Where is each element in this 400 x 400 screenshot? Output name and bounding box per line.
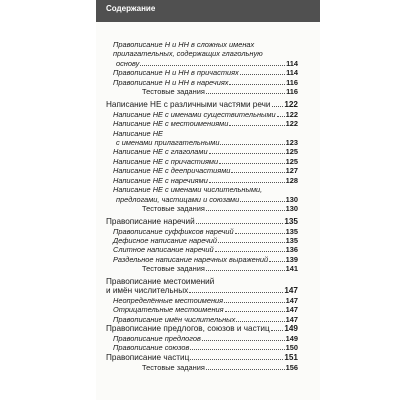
page-number: 149 — [285, 334, 298, 343]
toc-entry-line: Написание НЕ с именами числительными, — [113, 185, 263, 195]
toc-entry[interactable] — [113, 119, 298, 128]
toc-entry[interactable] — [113, 227, 298, 236]
toc-section[interactable] — [106, 353, 298, 362]
dot-leader — [236, 321, 284, 322]
dot-leader — [225, 311, 285, 312]
dot-leader — [272, 106, 284, 107]
toc-test-entry[interactable] — [142, 363, 298, 372]
dot-leader — [190, 359, 283, 360]
toc-entry-line: прилагательных, содержащих глагольную — [113, 49, 263, 59]
toc-entry-title: и имён числительных — [106, 286, 189, 296]
toc-section[interactable] — [106, 217, 298, 226]
dot-leader — [140, 65, 285, 66]
page-number: 116 — [286, 87, 298, 97]
page-number: 147 — [284, 286, 298, 296]
toc-entry-title: Раздельное написание наречных выражений — [113, 254, 269, 264]
toc-entry-line: Правописание местоимений — [106, 276, 215, 286]
toc-entry-title: Правописание предлогов — [113, 334, 201, 343]
toc-entry[interactable] — [113, 245, 298, 254]
toc-entry[interactable] — [113, 343, 298, 352]
toc-section[interactable] — [106, 286, 298, 295]
toc-entry-title: Отрицательные местоимения — [113, 305, 224, 315]
table-of-contents — [96, 0, 320, 400]
toc-entry-title: Написание НЕ с наречиями — [113, 175, 208, 185]
toc-entry[interactable] — [113, 176, 298, 185]
toc-entry[interactable] — [113, 315, 298, 324]
toc-entry-title: предлогами, частицами и союзами — [116, 194, 240, 204]
dot-leader — [271, 330, 284, 331]
toc-entry-title: Правописание союзов — [113, 343, 190, 353]
toc-entry[interactable] — [113, 110, 298, 119]
dot-leader — [209, 153, 285, 154]
page-number: 150 — [285, 343, 298, 353]
dot-leader — [224, 302, 285, 303]
toc-entry-title: Написание НЕ с местоимениями — [113, 119, 229, 129]
dot-leader — [269, 261, 285, 262]
page-number: 123 — [285, 138, 298, 147]
page-number: 139 — [285, 254, 298, 264]
dot-leader — [231, 172, 284, 173]
toc-entry[interactable] — [113, 296, 298, 305]
page-number: 122 — [285, 109, 298, 119]
page-number: 135 — [285, 226, 298, 236]
dot-leader — [189, 292, 283, 293]
toc-entry-title: Правописание предлогов, союзов и частиц — [106, 324, 270, 334]
dot-leader — [206, 210, 285, 211]
page-number: 151 — [284, 352, 298, 362]
toc-entry-title: Слитное написание наречий — [113, 245, 214, 255]
page-title: Содержание — [106, 4, 156, 13]
toc-entry-title: Правописание Н и НН в наречиях — [113, 77, 229, 87]
dot-leader — [209, 182, 285, 183]
dot-leader — [235, 233, 285, 234]
page-number: 156 — [285, 362, 298, 372]
book-page — [96, 0, 320, 400]
page-number: 135 — [285, 236, 298, 245]
toc-entry-title: Правописание наречий — [106, 216, 195, 226]
toc-entry-title: Написание НЕ с различными частями речи — [106, 99, 271, 109]
dot-leader — [240, 201, 284, 202]
toc-entry[interactable] — [113, 157, 298, 166]
toc-entry-title: Тестовые задания — [142, 204, 205, 214]
dot-leader — [218, 242, 285, 243]
page-number: 147 — [285, 305, 298, 315]
page-number: 149 — [284, 324, 298, 334]
toc-entry[interactable] — [116, 138, 298, 147]
dot-leader — [229, 125, 284, 126]
toc-entry[interactable] — [113, 166, 298, 175]
toc-section[interactable] — [106, 100, 298, 109]
dot-leader — [206, 93, 285, 94]
page-number: 122 — [284, 99, 298, 109]
dot-leader — [215, 251, 285, 252]
dot-leader — [277, 116, 285, 117]
page-number: 130 — [285, 204, 298, 214]
toc-entry[interactable] — [113, 334, 298, 343]
page-number: 127 — [285, 166, 298, 176]
page-number: 128 — [285, 175, 298, 185]
toc-entry-title: Написание НЕ с именами существительными — [113, 109, 276, 119]
page-number: 147 — [285, 314, 298, 324]
dot-leader — [190, 349, 284, 350]
toc-entry[interactable] — [116, 195, 298, 204]
page-number: 135 — [284, 216, 298, 226]
toc-entry[interactable] — [116, 59, 298, 68]
page-number: 116 — [286, 77, 298, 87]
toc-entry[interactable] — [113, 255, 298, 264]
toc-entry-title: Неопределённые местоимения — [113, 295, 224, 305]
toc-entry-title: с именами прилагательными — [116, 138, 220, 147]
page-number: 130 — [285, 194, 298, 204]
toc-section[interactable] — [106, 324, 298, 333]
page-number: 125 — [285, 147, 298, 157]
page-number: 125 — [285, 156, 298, 166]
page-number: 114 — [286, 68, 298, 78]
toc-test-entry[interactable] — [142, 264, 298, 273]
page-number: 136 — [285, 245, 298, 255]
page-number: 122 — [285, 119, 298, 129]
toc-entry-title: Тестовые задания — [142, 87, 205, 97]
toc-entry[interactable] — [113, 68, 298, 77]
toc-test-entry[interactable] — [142, 204, 298, 213]
dot-leader — [220, 144, 284, 145]
toc-entry-title: основу — [116, 58, 140, 68]
page-number: 147 — [285, 295, 298, 305]
toc-entry-title: Тестовые задания — [142, 264, 205, 274]
toc-entry[interactable] — [113, 236, 298, 245]
toc-entry-title: Правописание Н и НН в причастиях — [113, 68, 239, 78]
toc-test-entry[interactable] — [142, 87, 298, 96]
toc-entry-title: Написание НЕ с причастиями — [113, 156, 219, 166]
toc-entry-title: Написание НЕ с деепричастиями — [113, 166, 231, 176]
toc-entry-title: Правописание имён числительных — [113, 314, 236, 324]
dot-leader — [240, 74, 285, 75]
toc-entry-title: Написание НЕ с глаголами — [113, 147, 208, 157]
toc-entry[interactable] — [113, 305, 298, 314]
toc-entry[interactable] — [113, 147, 298, 156]
toc-entry-line: Правописание Н и НН в сложных именах — [113, 40, 255, 49]
dot-leader — [202, 340, 285, 341]
toc-entry-title: Тестовые задания — [142, 362, 205, 372]
page-number: 141 — [285, 264, 298, 274]
toc-entry-title: Правописание суффиксов наречий — [113, 226, 234, 236]
toc-entry[interactable] — [113, 78, 298, 87]
dot-leader — [196, 223, 284, 224]
toc-entry-title: Правописание частиц — [106, 352, 190, 362]
dot-leader — [229, 84, 285, 85]
dot-leader — [219, 163, 285, 164]
dot-leader — [206, 270, 285, 271]
toc-entry-line: Написание НЕ — [113, 128, 163, 138]
page-number: 114 — [286, 58, 298, 68]
toc-entry-title: Дефисное написание наречий — [113, 236, 217, 245]
dot-leader — [206, 369, 285, 370]
